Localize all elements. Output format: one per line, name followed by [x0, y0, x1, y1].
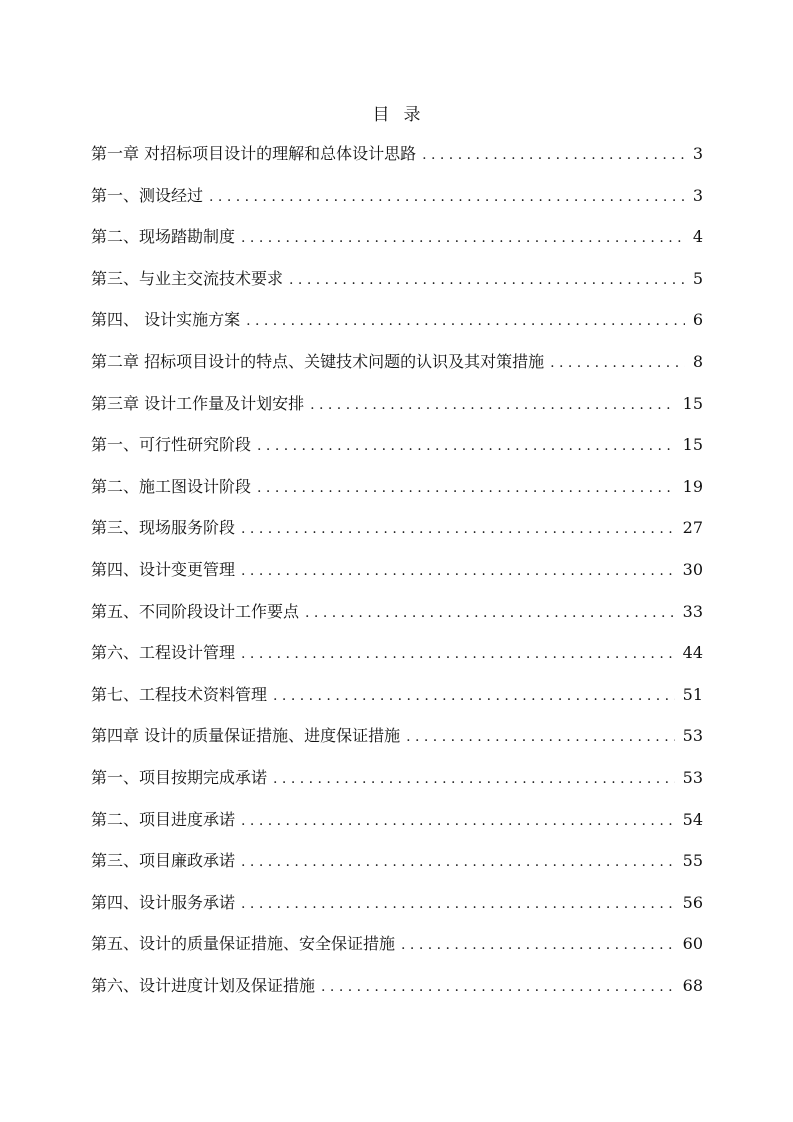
toc-entry-label: 第七、工程技术资料管理 [91, 684, 268, 704]
toc-entry-label: 第二、施工图设计阶段 [91, 476, 252, 496]
toc-entry-label: 第三、项目廉政承诺 [91, 851, 236, 871]
toc-leader [321, 974, 675, 1000]
toc-entry-page: 27 [682, 518, 703, 538]
toc-leader [273, 683, 675, 709]
toc-entry-page: 15 [682, 393, 703, 413]
toc-entry[interactable] [91, 890, 703, 932]
toc-entry[interactable] [91, 931, 703, 973]
toc-entry[interactable] [91, 807, 703, 849]
toc-entry[interactable] [91, 474, 703, 516]
toc-entry[interactable] [91, 307, 703, 349]
toc-entry[interactable] [91, 141, 703, 183]
toc-entry[interactable] [91, 765, 703, 807]
toc-entry[interactable] [91, 723, 703, 765]
toc-entry[interactable] [91, 432, 703, 474]
toc-title-part1: 目 [372, 105, 390, 125]
toc-entry-label: 第二、项目进度承诺 [91, 809, 236, 829]
toc-title-part2: 录 [403, 105, 421, 125]
toc-entry-label: 第一、测设经过 [91, 185, 204, 205]
toc-leader [406, 724, 675, 750]
toc-entry[interactable] [91, 848, 703, 890]
toc-leader [550, 350, 685, 376]
toc-entry-page: 19 [682, 476, 703, 496]
toc-entry[interactable] [91, 557, 703, 599]
toc-entry[interactable] [91, 349, 703, 391]
toc-entry-label: 第一、项目按期完成承诺 [91, 767, 268, 787]
toc-entry-page: 51 [682, 684, 703, 704]
toc-entry-label: 第五、设计的质量保证措施、安全保证措施 [91, 934, 396, 954]
toc-entry-label: 第四、 设计实施方案 [91, 310, 241, 330]
toc-leader [241, 516, 675, 542]
toc-entry[interactable] [91, 183, 703, 225]
toc-entry-page: 8 [692, 351, 703, 371]
toc-leader [289, 267, 685, 293]
toc-entry-page: 3 [692, 185, 703, 205]
toc-entry-page: 53 [682, 726, 703, 746]
toc-entry[interactable] [91, 515, 703, 557]
toc-leader [305, 600, 675, 626]
toc-entry[interactable] [91, 682, 703, 724]
toc-entry-page: 68 [682, 975, 703, 995]
toc-entry[interactable] [91, 391, 703, 433]
toc-entry-page: 33 [682, 601, 703, 621]
toc-entry-label: 第四章 设计的质量保证措施、进度保证措施 [91, 726, 401, 746]
toc-entry-page: 3 [692, 144, 703, 163]
toc-leader [209, 184, 685, 210]
toc-leader [310, 392, 675, 418]
toc-entry-page: 53 [682, 767, 703, 787]
toc-entry-page: 55 [682, 851, 703, 871]
toc-title [0, 100, 793, 125]
toc-entry-label: 第三章 设计工作量及计划安排 [91, 393, 305, 413]
toc-entry-label: 第三、现场服务阶段 [91, 518, 236, 538]
toc-entry-label: 第六、工程设计管理 [91, 643, 236, 663]
toc-entry-page: 56 [682, 892, 703, 912]
toc-leader [241, 849, 675, 875]
toc-entry-page: 4 [692, 227, 703, 247]
toc-entry-page: 15 [682, 435, 703, 455]
toc-leader [257, 475, 675, 501]
toc-entry[interactable] [91, 266, 703, 308]
toc-leader [422, 142, 685, 168]
toc-entry-label: 第五、不同阶段设计工作要点 [91, 601, 300, 621]
toc-entry[interactable] [91, 224, 703, 266]
toc-leader [241, 558, 675, 584]
toc-entry-label: 第一、可行性研究阶段 [91, 435, 252, 455]
toc-leader [401, 932, 675, 958]
toc-entry-label: 第二章 招标项目设计的特点、关键技术问题的认识及其对策措施 [91, 351, 545, 371]
toc-entry-label: 第六、设计进度计划及保证措施 [91, 975, 316, 995]
toc-entry-page: 60 [682, 934, 703, 954]
toc-leader [246, 308, 685, 334]
toc-entry-page: 30 [682, 559, 703, 579]
toc-leader [257, 433, 675, 459]
toc-entry-label: 第四、设计变更管理 [91, 559, 236, 579]
toc-entry-label: 第三、与业主交流技术要求 [91, 268, 284, 288]
toc-entry[interactable] [91, 599, 703, 641]
toc-leader [241, 225, 685, 251]
toc-entry-label: 第一章 对招标项目设计的理解和总体设计思路 [91, 144, 417, 163]
toc-entry-page: 5 [692, 268, 703, 288]
toc-entry-label: 第四、设计服务承诺 [91, 892, 236, 912]
toc-leader [273, 766, 675, 792]
toc-leader [241, 641, 675, 667]
toc-list [91, 141, 703, 1014]
toc-entry-page: 54 [682, 809, 703, 829]
toc-entry-page: 6 [692, 310, 703, 330]
toc-leader [241, 808, 675, 834]
toc-entry[interactable] [91, 973, 703, 1015]
toc-leader [241, 891, 675, 917]
toc-entry-label: 第二、现场踏勘制度 [91, 227, 236, 247]
toc-entry-page: 44 [682, 643, 703, 663]
toc-entry[interactable] [91, 640, 703, 682]
